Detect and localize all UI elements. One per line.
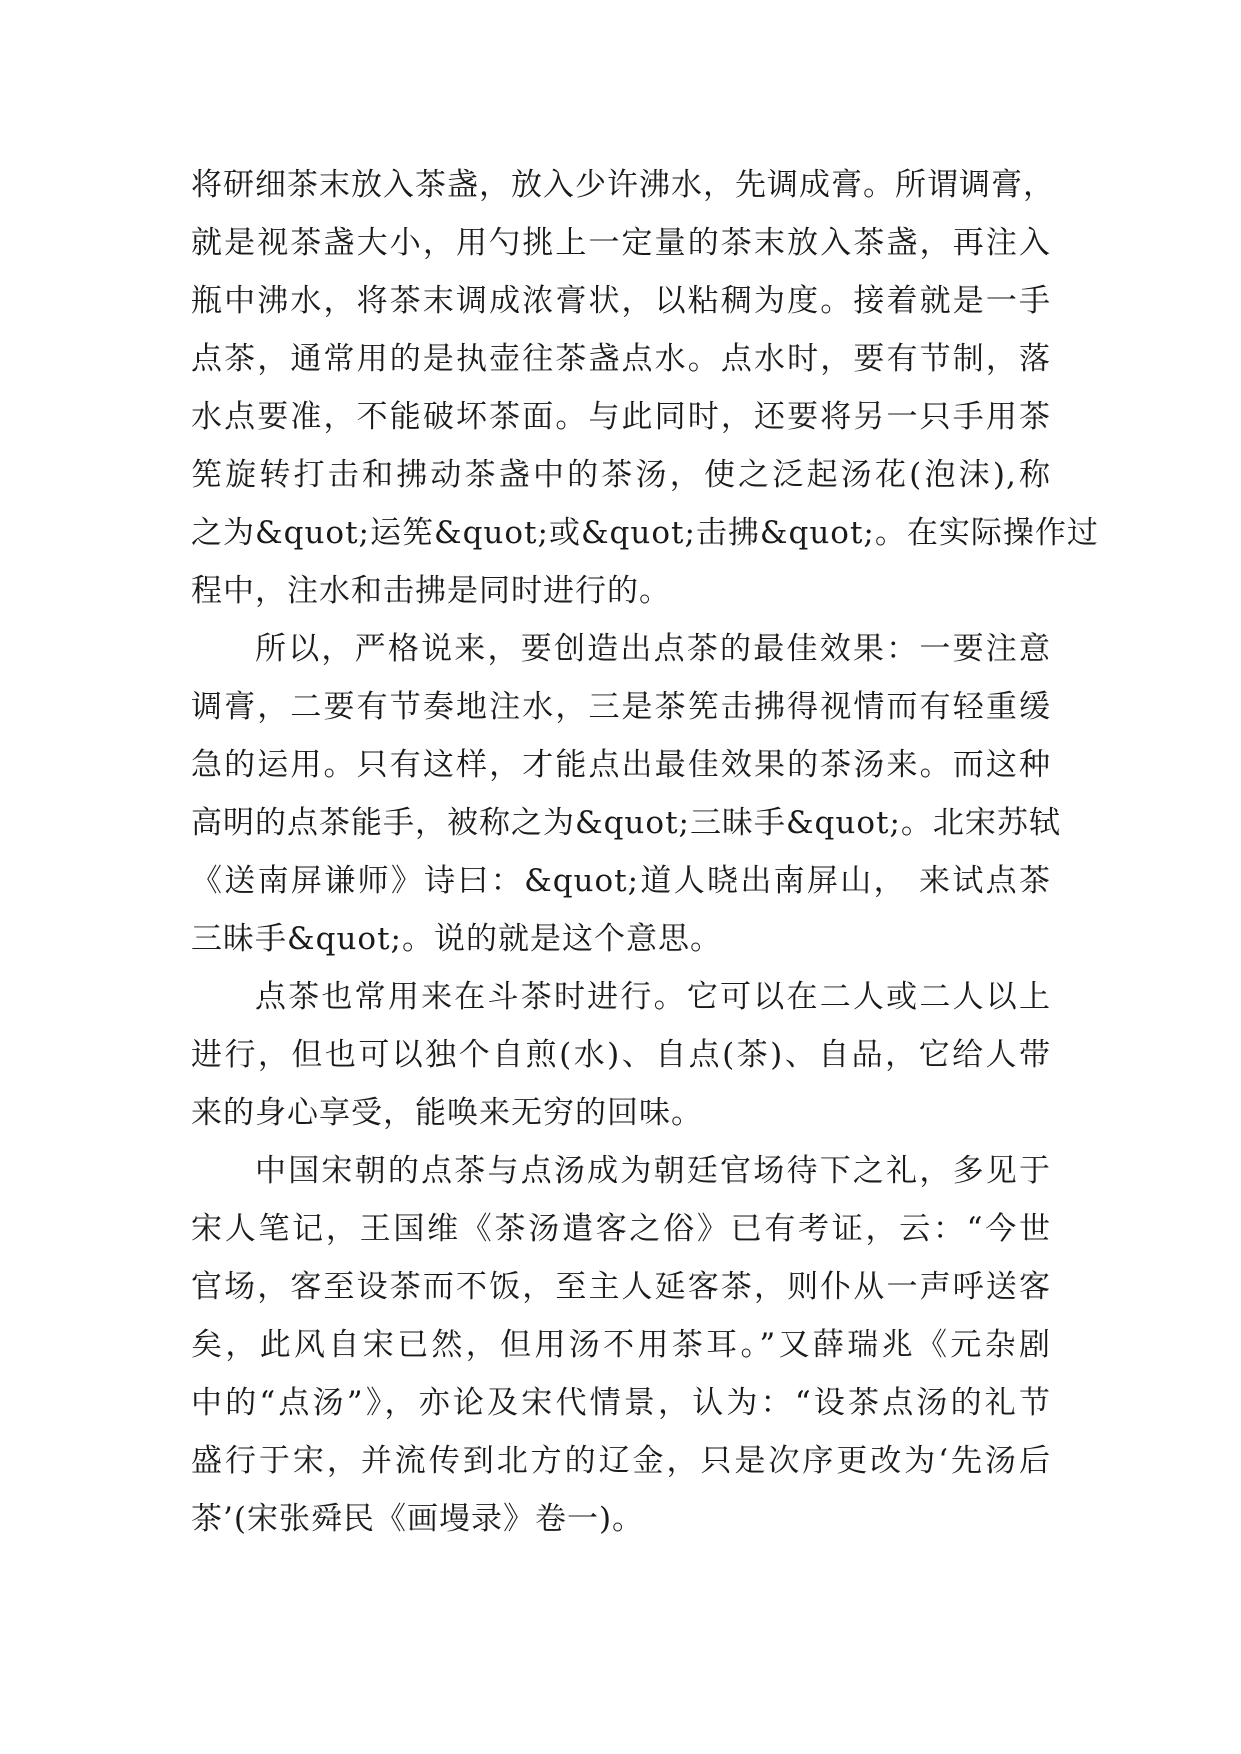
text-line: 点茶，通常用的是执壶往茶盏点水。点水时，要有节制，落 (191, 341, 1051, 377)
text-line: 调膏，二要有节奏地注水，三是茶筅击拂得视情而有轻重缓 (191, 689, 1051, 725)
text-line: 之为&quot;运筅&quot;或&quot;击拂&quot;。在实际操作过 (191, 515, 1099, 551)
text-line: 宋人笔记，王国维《茶汤遣客之俗》已有考证，云：“今世 (191, 1211, 1051, 1247)
text-line: 水点要准，不能破坏茶面。与此同时，还要将另一只手用茶 (191, 399, 1051, 435)
text-line: 茶’(宋张舜民《画墁录》卷一)。 (191, 1501, 645, 1537)
text-line: 点茶也常用来在斗茶时进行。它可以在二人或二人以上 (255, 979, 1051, 1015)
text-line: 中的“点汤”》，亦论及宋代情景，认为：“设茶点汤的礼节 (191, 1385, 1051, 1421)
text-line: 就是视茶盏大小，用勺挑上一定量的茶末放入茶盏，再注入 (191, 225, 1051, 261)
text-line: 程中，注水和击拂是同时进行的。 (191, 573, 671, 609)
text-line: 急的运用。只有这样，才能点出最佳效果的茶汤来。而这种 (191, 747, 1051, 783)
text-line: 高明的点茶能手，被称之为&quot;三昧手&quot;。北宋苏轼 (191, 805, 1061, 841)
text-line: 筅旋转打击和拂动茶盏中的茶汤，使之泛起汤花(泡沫),称 (191, 457, 1051, 493)
text-line: 来的身心享受，能唤来无穷的回味。 (191, 1095, 703, 1131)
text-line: 将研细茶末放入茶盏，放入少许沸水，先调成膏。所谓调膏， (191, 167, 1055, 203)
paragraph-1 (191, 156, 1099, 620)
document-body (191, 156, 1099, 1548)
text-line: 所以，严格说来，要创造出点茶的最佳效果：一要注意 (255, 631, 1051, 667)
paragraph-3 (191, 968, 1051, 1142)
paragraph-4 (191, 1142, 1051, 1548)
text-line: 《送南屏谦师》诗曰：&quot;道人晓出南屏山， 来试点茶 (191, 863, 1051, 899)
paragraph-2 (191, 620, 1061, 968)
text-line: 官场，客至设茶而不饭，至主人延客茶，则仆从一声呼送客 (191, 1269, 1051, 1305)
text-line: 中国宋朝的点茶与点汤成为朝廷官场待下之礼，多见于 (255, 1153, 1051, 1189)
text-line: 矣，此风自宋已然，但用汤不用茶耳。”又薛瑞兆《元杂剧 (191, 1327, 1051, 1363)
text-line: 瓶中沸水，将茶末调成浓膏状，以粘稠为度。接着就是一手 (191, 283, 1051, 319)
text-line: 三昧手&quot;。说的就是这个意思。 (191, 921, 722, 957)
text-line: 盛行于宋，并流传到北方的辽金，只是次序更改为‘先汤后 (191, 1443, 1051, 1479)
text-line: 进行，但也可以独个自煎(水)、自点(茶)、自品，它给人带 (191, 1037, 1051, 1073)
